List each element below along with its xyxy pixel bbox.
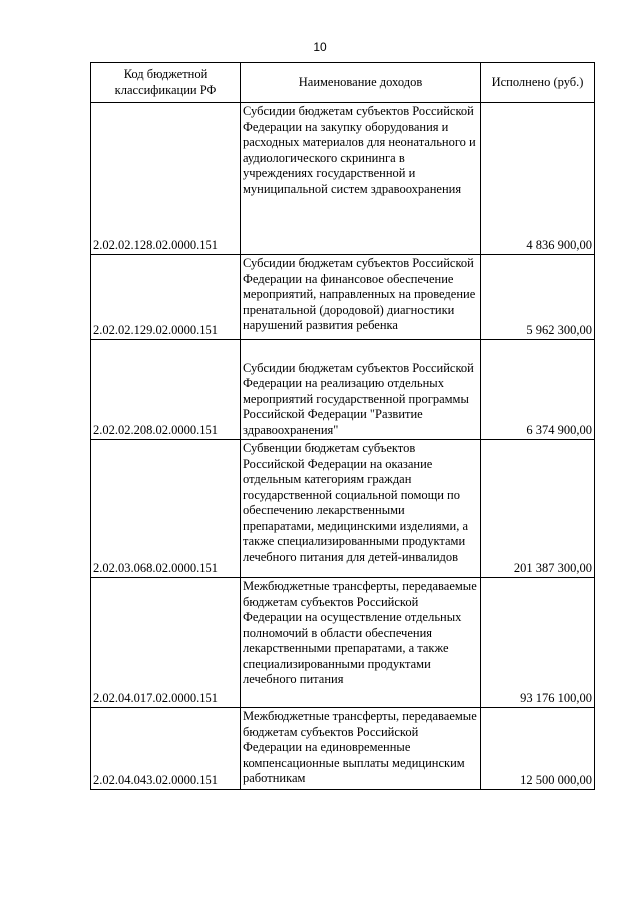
row-name: Субвенции бюджетам субъектов Российской Федерации на оказание отдельным категориям граждан государственной социальной помощи по обеспечению лекарственными препаратами, медицинскими изделиями, а также специализированными продуктами лечебного питания для детей-инвалидов	[241, 440, 481, 578]
row-name: Субсидии бюджетам субъектов Российской Федерации на закупку оборудования и расходных материалов для неонатального и аудиологического скрининга в учреждениях государственной и муниципальной систем здравоохранения	[241, 103, 481, 255]
row-code: 2.02.02.208.02.0000.151	[91, 340, 241, 440]
row-amount: 6 374 900,00	[481, 340, 595, 440]
row-code: 2.02.02.128.02.0000.151	[91, 103, 241, 255]
row-name: Субсидии бюджетам субъектов Российской Федерации на финансовое обеспечение мероприятий, направленных на проведение пренатальной (дородовой) диагностики нарушений развития ребенка	[241, 255, 481, 340]
row-amount: 5 962 300,00	[481, 255, 595, 340]
row-code: 2.02.03.068.02.0000.151	[91, 440, 241, 578]
table-row	[91, 103, 595, 255]
row-code: 2.02.02.129.02.0000.151	[91, 255, 241, 340]
table-header-row	[91, 63, 595, 103]
table-row	[91, 255, 595, 340]
budget-income-table	[90, 62, 595, 790]
table-row	[91, 708, 595, 790]
row-code: 2.02.04.043.02.0000.151	[91, 708, 241, 790]
row-amount: 4 836 900,00	[481, 103, 595, 255]
row-name: Межбюджетные трансферты, передаваемые бюджетам субъектов Российской Федерации на единовременные компенсационные выплаты медицинским работникам	[241, 708, 481, 790]
row-name: Межбюджетные трансферты, передаваемые бюджетам субъектов Российской Федерации на осуществление отдельных полномочий в области обеспечения лекарственными препаратами, а также специализированными продуктами лечебного питания	[241, 578, 481, 708]
row-name: Субсидии бюджетам субъектов Российской Федерации на реализацию отдельных мероприятий государственной программы Российской Федерации "Развитие здравоохранения"	[241, 340, 481, 440]
header-name: Наименование доходов	[241, 63, 481, 103]
row-amount: 93 176 100,00	[481, 578, 595, 708]
row-code: 2.02.04.017.02.0000.151	[91, 578, 241, 708]
header-executed: Исполнено (руб.)	[481, 63, 595, 103]
row-amount: 12 500 000,00	[481, 708, 595, 790]
page-number: 10	[313, 40, 327, 54]
table-row	[91, 578, 595, 708]
table-row	[91, 440, 595, 578]
header-code: Код бюджетной классификации РФ	[91, 63, 241, 103]
row-amount: 201 387 300,00	[481, 440, 595, 578]
table-row	[91, 340, 595, 440]
